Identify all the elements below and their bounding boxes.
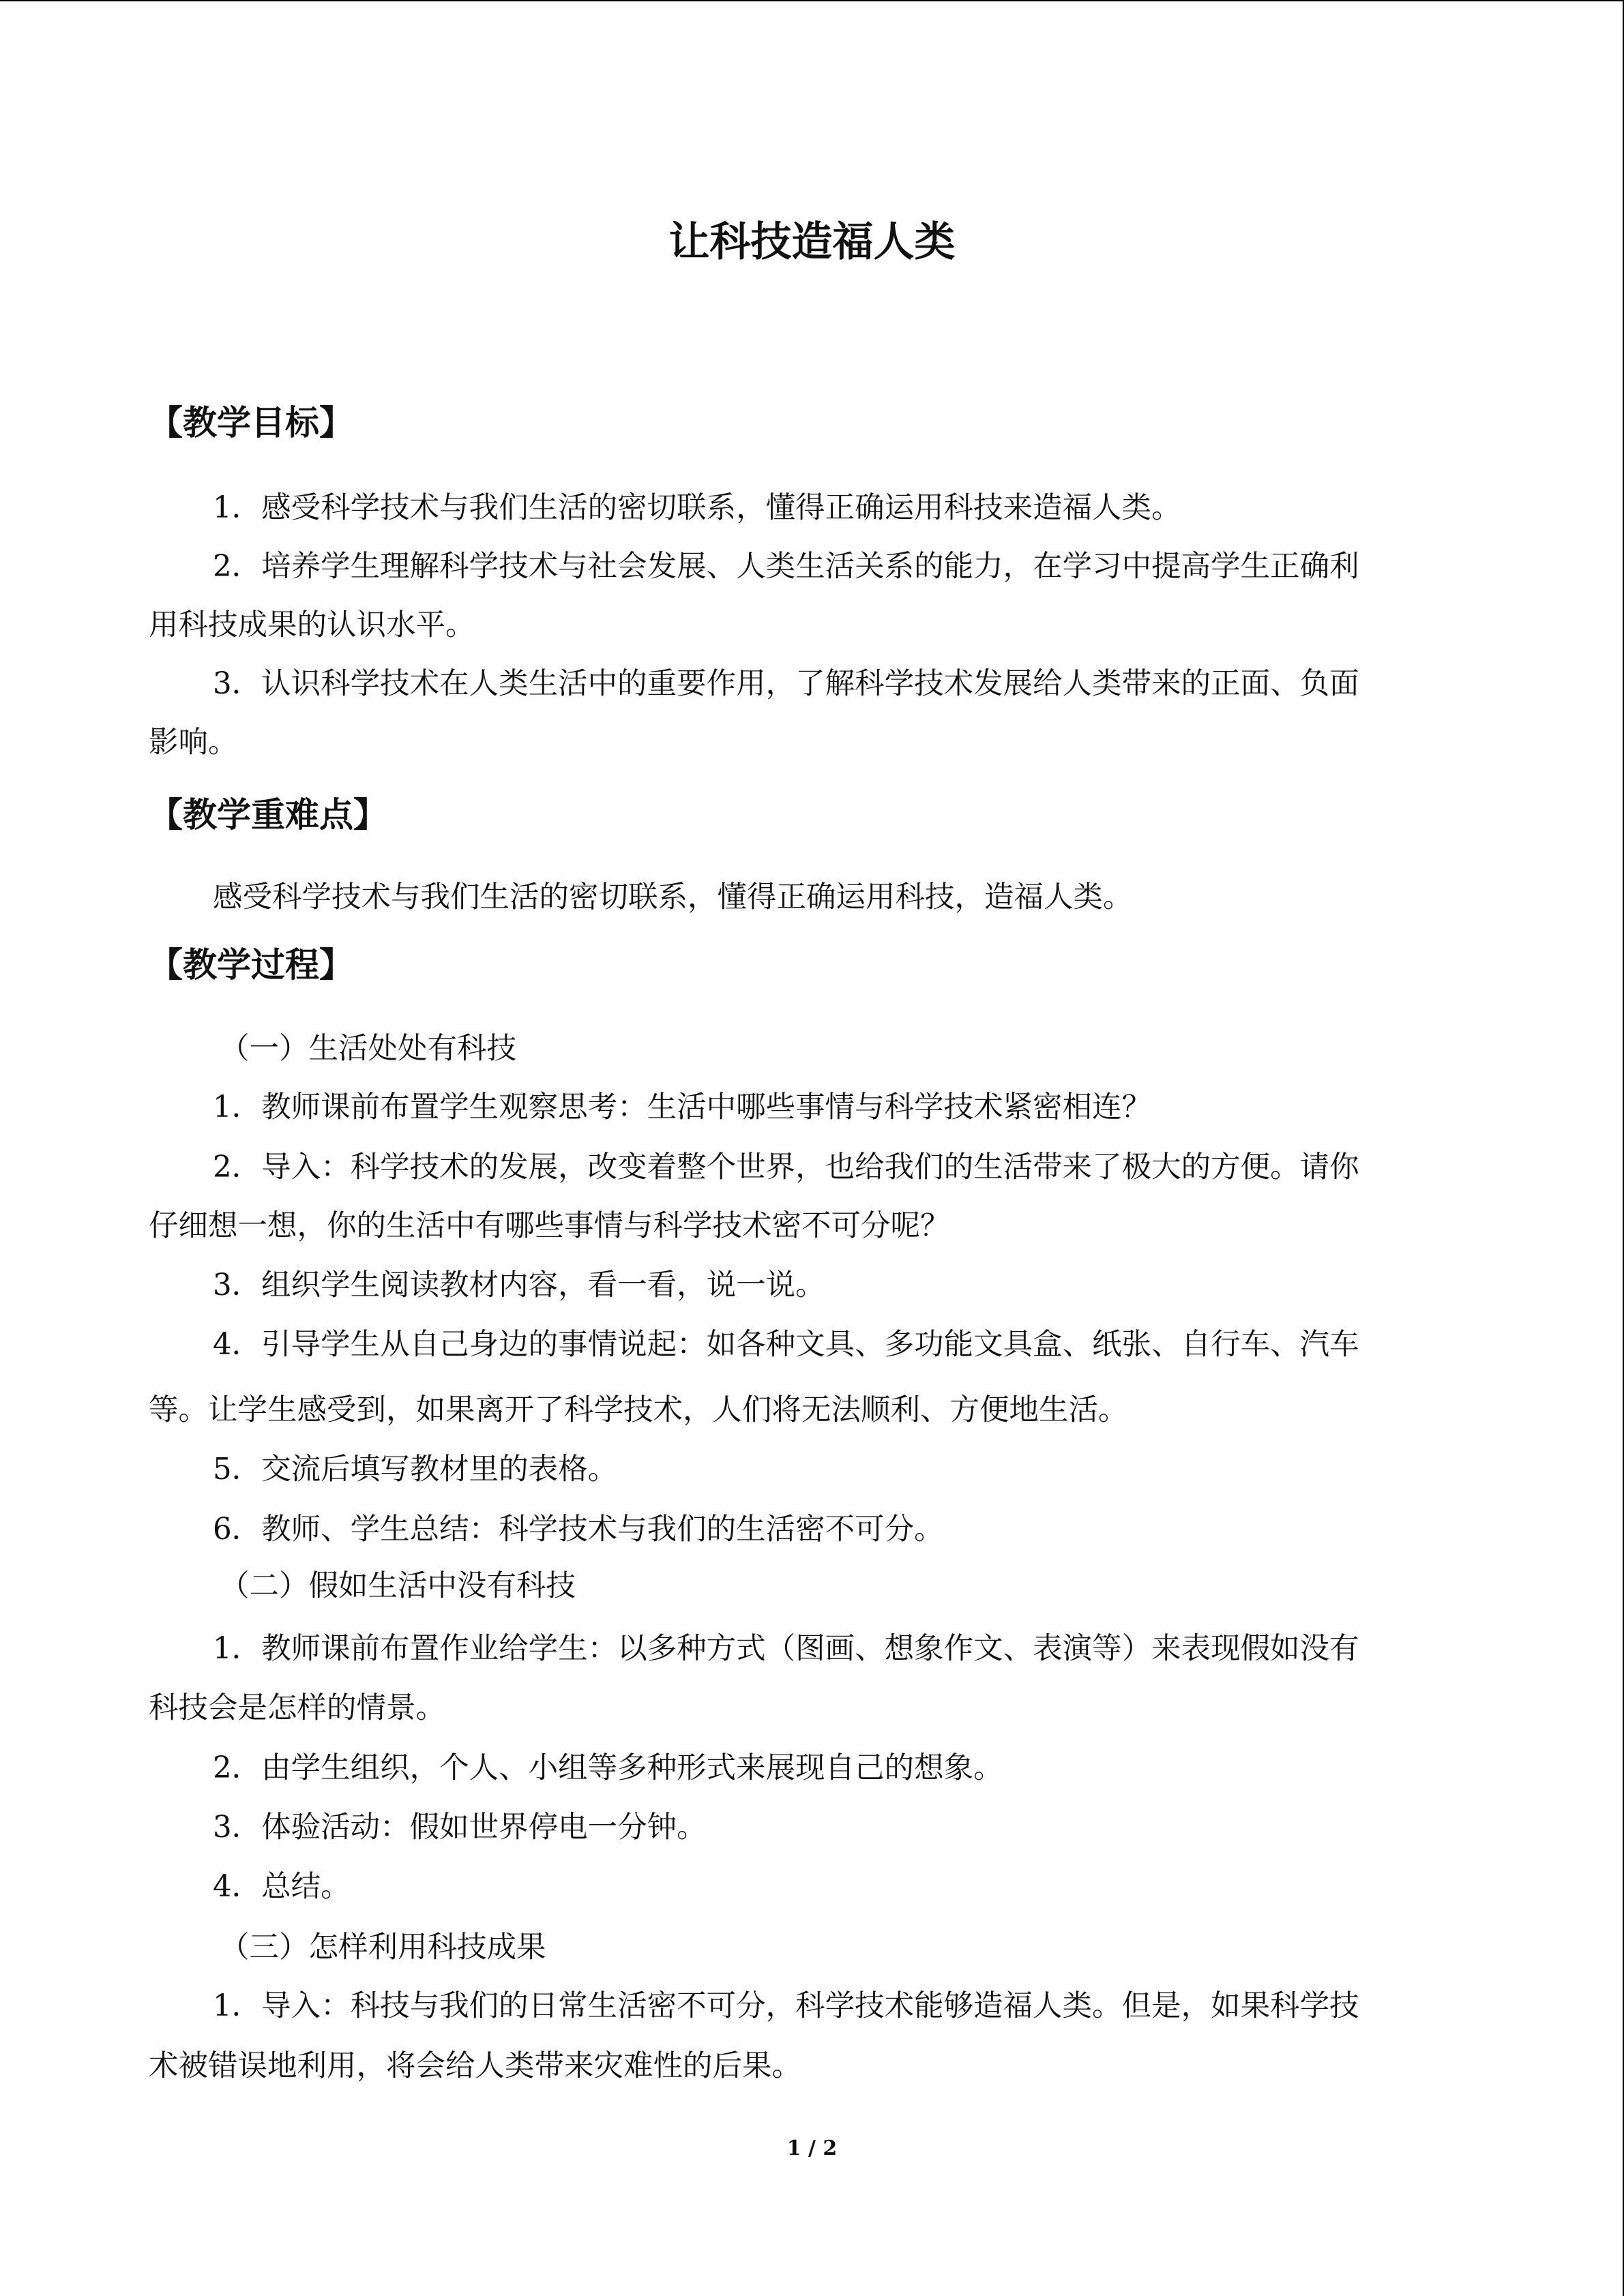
goal-line: 3．认识科学技术在人类生活中的重要作用，了解科学技术发展给人类带来的正面、负面 (213, 667, 1359, 701)
process-line: 4．总结。 (213, 1870, 351, 1904)
subsection-title: （二）假如生活中没有科技 (220, 1569, 576, 1603)
goal-line: 2．培养学生理解科学技术与社会发展、人类生活关系的能力，在学习中提高学生正确利 (213, 550, 1359, 584)
process-line: 科技会是怎样的情景。 (149, 1691, 445, 1725)
process-line: 仔细想一想，你的生活中有哪些事情与科学技术密不可分呢？ (149, 1209, 950, 1243)
goal-line: 1．感受科学技术与我们生活的密切联系，懂得正确运用科技来造福人类。 (213, 491, 1181, 525)
goal-line: 影响。 (149, 726, 238, 760)
process-line: 1．教师课前布置学生观察思考：生活中哪些事情与科学技术紧密相连？ (213, 1090, 1152, 1124)
process-line: 1．教师课前布置作业给学生：以多种方式（图画、想象作文、表演等）来表现假如没有 (213, 1632, 1359, 1666)
page-number: 1 / 2 (786, 2136, 838, 2160)
process-line: 2．由学生组织，个人、小组等多种形式来展现自己的想象。 (213, 1751, 1003, 1785)
process-line: 4．引导学生从自己身边的事情说起：如各种文具、多功能文具盒、纸张、自行车、汽车 (213, 1328, 1359, 1362)
process-line: 5．交流后填写教材里的表格。 (213, 1452, 618, 1487)
process-line: 2．导入：科学技术的发展，改变着整个世界，也给我们的生活带来了极大的方便。请你 (213, 1150, 1359, 1184)
process-line: 3．组织学生阅读教材内容，看一看，说一说。 (213, 1268, 825, 1302)
process-line: 3．体验活动：假如世界停电一分钟。 (213, 1810, 707, 1845)
subsection-title: （三）怎样利用科技成果 (220, 1930, 546, 1965)
process-line: 等。让学生感受到，如果离开了科学技术，人们将无法顺利、方便地生活。 (149, 1393, 1128, 1427)
document-title: 让科技造福人类 (668, 218, 956, 266)
heading-key-points: 【教学重难点】 (149, 795, 387, 835)
heading-teaching-process: 【教学过程】 (149, 945, 353, 985)
process-line: 1．导入：科技与我们的日常生活密不可分，科学技术能够造福人类。但是，如果科学技 (213, 1989, 1359, 2023)
heading-teaching-goals: 【教学目标】 (149, 403, 353, 443)
key-points-text: 感受科学技术与我们生活的密切联系，懂得正确运用科技，造福人类。 (213, 880, 1133, 914)
process-line: 6．教师、学生总结：科学技术与我们的生活密不可分。 (213, 1512, 944, 1547)
goal-line: 用科技成果的认识水平。 (149, 608, 475, 642)
process-line: 术被错误地利用，将会给人类带来灾难性的后果。 (149, 2049, 801, 2083)
subsection-title: （一）生活处处有科技 (220, 1032, 516, 1066)
